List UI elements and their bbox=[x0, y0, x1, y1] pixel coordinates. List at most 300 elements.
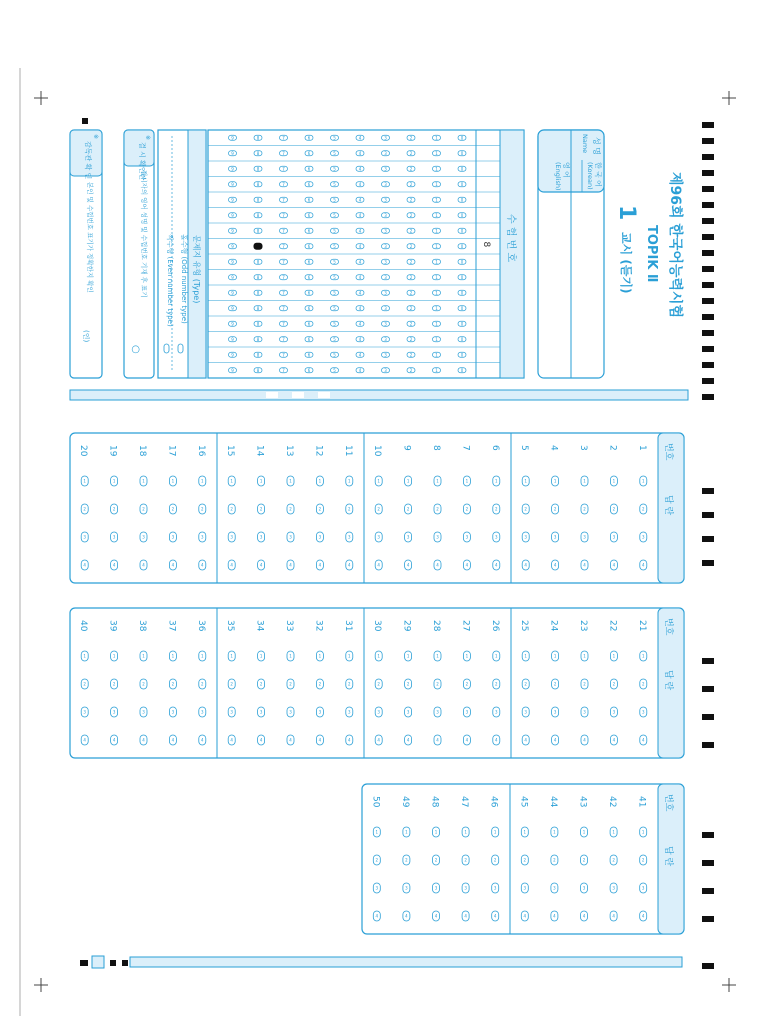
exam-digit-bubble[interactable] bbox=[229, 182, 237, 187]
answer-bubble[interactable] bbox=[258, 532, 265, 542]
answer-bubble[interactable] bbox=[346, 532, 353, 542]
exam-digit-bubble[interactable] bbox=[356, 182, 364, 187]
answer-bubble[interactable] bbox=[551, 883, 558, 893]
answer-bubble[interactable] bbox=[316, 560, 323, 570]
answer-bubble[interactable] bbox=[463, 735, 470, 745]
exam-digit-bubble[interactable] bbox=[433, 275, 441, 280]
answer-bubble[interactable] bbox=[375, 504, 382, 514]
exam-digit-bubble[interactable] bbox=[331, 321, 339, 326]
answer-bubble[interactable] bbox=[581, 651, 588, 661]
answer-bubble[interactable] bbox=[581, 504, 588, 514]
answer-bubble[interactable] bbox=[169, 735, 176, 745]
exam-digit-bubble[interactable] bbox=[382, 290, 390, 295]
answer-bubble[interactable] bbox=[552, 735, 559, 745]
answer-bubble[interactable] bbox=[375, 532, 382, 542]
answer-bubble[interactable] bbox=[552, 532, 559, 542]
answer-bubble[interactable] bbox=[287, 532, 294, 542]
exam-digit-bubble[interactable] bbox=[407, 352, 415, 357]
exam-digit-bubble[interactable] bbox=[229, 166, 237, 171]
answer-bubble[interactable] bbox=[552, 679, 559, 689]
exam-digit-bubble[interactable] bbox=[356, 368, 364, 373]
answer-bubble[interactable] bbox=[434, 651, 441, 661]
answer-bubble[interactable] bbox=[228, 651, 235, 661]
exam-digit-bubble[interactable] bbox=[407, 228, 415, 233]
exam-digit-bubble[interactable] bbox=[305, 197, 313, 202]
exam-digit-bubble[interactable] bbox=[254, 352, 262, 357]
answer-bubble[interactable] bbox=[228, 679, 235, 689]
exam-digit-bubble[interactable] bbox=[433, 213, 441, 218]
answer-bubble[interactable] bbox=[640, 532, 647, 542]
answer-bubble[interactable] bbox=[581, 827, 588, 837]
exam-digit-bubble[interactable] bbox=[382, 182, 390, 187]
exam-digit-bubble[interactable] bbox=[229, 352, 237, 357]
answer-bubble[interactable] bbox=[199, 560, 206, 570]
answer-bubble[interactable] bbox=[462, 911, 469, 921]
exam-digit-bubble[interactable] bbox=[229, 368, 237, 373]
exam-digit-bubble[interactable] bbox=[305, 368, 313, 373]
answer-bubble[interactable] bbox=[522, 707, 529, 717]
exam-digit-bubble[interactable] bbox=[458, 290, 466, 295]
exam-digit-bubble[interactable] bbox=[458, 337, 466, 342]
answer-bubble[interactable] bbox=[493, 532, 500, 542]
answer-bubble[interactable] bbox=[522, 532, 529, 542]
answer-bubble[interactable] bbox=[610, 883, 617, 893]
answer-bubble[interactable] bbox=[405, 532, 412, 542]
exam-digit-bubble[interactable] bbox=[407, 151, 415, 156]
answer-bubble[interactable] bbox=[375, 735, 382, 745]
exam-digit-bubble[interactable] bbox=[254, 166, 262, 171]
answer-bubble[interactable] bbox=[81, 679, 88, 689]
exam-digit-bubble[interactable] bbox=[305, 135, 313, 140]
answer-bubble[interactable] bbox=[640, 504, 647, 514]
answer-bubble[interactable] bbox=[287, 504, 294, 514]
answer-bubble[interactable] bbox=[581, 707, 588, 717]
answer-bubble[interactable] bbox=[403, 855, 410, 865]
exam-digit-bubble[interactable] bbox=[433, 337, 441, 342]
answer-bubble[interactable] bbox=[610, 560, 617, 570]
answer-bubble[interactable] bbox=[521, 883, 528, 893]
exam-digit-bubble[interactable] bbox=[280, 244, 288, 249]
answer-bubble[interactable] bbox=[169, 651, 176, 661]
answer-bubble[interactable] bbox=[169, 476, 176, 486]
answer-bubble[interactable] bbox=[81, 651, 88, 661]
answer-bubble[interactable] bbox=[111, 532, 118, 542]
exam-digit-bubble[interactable] bbox=[382, 166, 390, 171]
answer-bubble[interactable] bbox=[552, 476, 559, 486]
exam-digit-bubble[interactable] bbox=[458, 259, 466, 264]
exam-digit-bubble[interactable] bbox=[458, 182, 466, 187]
answer-bubble[interactable] bbox=[373, 855, 380, 865]
answer-bubble[interactable] bbox=[640, 651, 647, 661]
answer-bubble[interactable] bbox=[434, 735, 441, 745]
exam-digit-bubble[interactable] bbox=[305, 228, 313, 233]
answer-bubble[interactable] bbox=[551, 911, 558, 921]
exam-digit-bubble[interactable] bbox=[305, 306, 313, 311]
answer-bubble[interactable] bbox=[581, 883, 588, 893]
exam-digit-bubble[interactable] bbox=[407, 321, 415, 326]
answer-bubble[interactable] bbox=[258, 476, 265, 486]
answer-bubble[interactable] bbox=[640, 560, 647, 570]
answer-bubble[interactable] bbox=[346, 735, 353, 745]
exam-digit-bubble[interactable] bbox=[305, 151, 313, 156]
answer-bubble[interactable] bbox=[228, 532, 235, 542]
exam-digit-bubble[interactable] bbox=[356, 275, 364, 280]
answer-bubble[interactable] bbox=[552, 504, 559, 514]
exam-digit-bubble[interactable] bbox=[382, 352, 390, 357]
exam-digit-bubble[interactable] bbox=[356, 135, 364, 140]
answer-bubble[interactable] bbox=[552, 560, 559, 570]
exam-digit-bubble[interactable] bbox=[331, 306, 339, 311]
exam-digit-bubble[interactable] bbox=[280, 182, 288, 187]
answer-bubble[interactable] bbox=[462, 883, 469, 893]
answer-bubble[interactable] bbox=[463, 679, 470, 689]
exam-digit-bubble[interactable] bbox=[356, 151, 364, 156]
answer-bubble[interactable] bbox=[111, 476, 118, 486]
answer-bubble[interactable] bbox=[228, 735, 235, 745]
exam-digit-bubble[interactable] bbox=[254, 306, 262, 311]
answer-bubble[interactable] bbox=[199, 532, 206, 542]
exam-digit-bubble[interactable] bbox=[280, 197, 288, 202]
answer-bubble[interactable] bbox=[111, 679, 118, 689]
answer-bubble[interactable] bbox=[81, 504, 88, 514]
answer-bubble[interactable] bbox=[462, 855, 469, 865]
exam-digit-bubble[interactable] bbox=[254, 321, 262, 326]
exam-digit-bubble[interactable] bbox=[331, 352, 339, 357]
exam-digit-bubble[interactable] bbox=[407, 306, 415, 311]
exam-digit-bubble[interactable] bbox=[433, 244, 441, 249]
exam-digit-bubble[interactable] bbox=[356, 306, 364, 311]
answer-bubble[interactable] bbox=[81, 707, 88, 717]
exam-digit-bubble[interactable] bbox=[382, 228, 390, 233]
answer-bubble[interactable] bbox=[199, 504, 206, 514]
exam-digit-bubble[interactable] bbox=[407, 135, 415, 140]
answer-bubble[interactable] bbox=[405, 560, 412, 570]
exam-digit-bubble[interactable] bbox=[382, 368, 390, 373]
answer-bubble[interactable] bbox=[521, 911, 528, 921]
answer-bubble[interactable] bbox=[581, 560, 588, 570]
exam-digit-bubble[interactable] bbox=[458, 166, 466, 171]
exam-digit-bubble[interactable] bbox=[331, 337, 339, 342]
answer-bubble[interactable] bbox=[610, 651, 617, 661]
exam-digit-bubble[interactable] bbox=[280, 321, 288, 326]
answer-bubble[interactable] bbox=[581, 679, 588, 689]
exam-digit-bubble[interactable] bbox=[356, 166, 364, 171]
answer-bubble[interactable] bbox=[493, 560, 500, 570]
exam-digit-bubble[interactable] bbox=[458, 321, 466, 326]
exam-digit-bubble[interactable] bbox=[407, 166, 415, 171]
exam-digit-bubble[interactable] bbox=[433, 228, 441, 233]
exam-digit-bubble[interactable] bbox=[407, 275, 415, 280]
answer-bubble[interactable] bbox=[199, 735, 206, 745]
answer-bubble[interactable] bbox=[258, 735, 265, 745]
answer-bubble[interactable] bbox=[403, 827, 410, 837]
exam-digit-bubble[interactable] bbox=[356, 337, 364, 342]
exam-digit-bubble[interactable] bbox=[280, 337, 288, 342]
exam-digit-bubble[interactable] bbox=[254, 259, 262, 264]
exam-digit-bubble[interactable] bbox=[382, 321, 390, 326]
exam-digit-bubble[interactable] bbox=[356, 228, 364, 233]
answer-bubble[interactable] bbox=[434, 560, 441, 570]
answer-bubble[interactable] bbox=[522, 651, 529, 661]
exam-digit-bubble[interactable] bbox=[458, 151, 466, 156]
exam-digit-bubble[interactable] bbox=[458, 352, 466, 357]
exam-digit-bubble[interactable] bbox=[356, 259, 364, 264]
exam-digit-bubble[interactable] bbox=[305, 321, 313, 326]
answer-bubble[interactable] bbox=[199, 651, 206, 661]
answer-bubble[interactable] bbox=[610, 855, 617, 865]
answer-bubble[interactable] bbox=[434, 476, 441, 486]
exam-digit-bubble[interactable] bbox=[331, 135, 339, 140]
answer-bubble[interactable] bbox=[640, 855, 647, 865]
answer-bubble[interactable] bbox=[111, 504, 118, 514]
answer-bubble[interactable] bbox=[492, 911, 499, 921]
exam-digit-bubble[interactable] bbox=[280, 213, 288, 218]
answer-bubble[interactable] bbox=[199, 679, 206, 689]
answer-bubble[interactable] bbox=[581, 532, 588, 542]
answer-bubble[interactable] bbox=[346, 560, 353, 570]
answer-bubble[interactable] bbox=[433, 911, 440, 921]
answer-bubble[interactable] bbox=[462, 827, 469, 837]
answer-bubble[interactable] bbox=[403, 911, 410, 921]
exam-digit-bubble[interactable] bbox=[229, 275, 237, 280]
answer-bubble[interactable] bbox=[199, 476, 206, 486]
answer-bubble[interactable] bbox=[581, 476, 588, 486]
answer-bubble[interactable] bbox=[169, 504, 176, 514]
exam-digit-bubble[interactable] bbox=[254, 151, 262, 156]
answer-bubble[interactable] bbox=[287, 560, 294, 570]
exam-digit-bubble[interactable] bbox=[229, 213, 237, 218]
answer-bubble[interactable] bbox=[522, 476, 529, 486]
answer-bubble[interactable] bbox=[610, 504, 617, 514]
exam-digit-bubble[interactable] bbox=[254, 182, 262, 187]
exam-digit-bubble[interactable] bbox=[229, 135, 237, 140]
answer-bubble[interactable] bbox=[493, 504, 500, 514]
answer-bubble[interactable] bbox=[140, 707, 147, 717]
answer-bubble[interactable] bbox=[346, 679, 353, 689]
answer-bubble[interactable] bbox=[405, 735, 412, 745]
answer-bubble[interactable] bbox=[405, 651, 412, 661]
answer-bubble[interactable] bbox=[375, 679, 382, 689]
answer-bubble[interactable] bbox=[140, 504, 147, 514]
answer-bubble[interactable] bbox=[433, 855, 440, 865]
answer-bubble[interactable] bbox=[522, 735, 529, 745]
answer-bubble[interactable] bbox=[228, 707, 235, 717]
answer-bubble[interactable] bbox=[287, 679, 294, 689]
exam-digit-bubble[interactable] bbox=[356, 321, 364, 326]
answer-bubble[interactable] bbox=[258, 679, 265, 689]
exam-digit-bubble[interactable] bbox=[229, 290, 237, 295]
answer-bubble[interactable] bbox=[610, 735, 617, 745]
answer-bubble[interactable] bbox=[375, 651, 382, 661]
answer-bubble[interactable] bbox=[403, 883, 410, 893]
exam-digit-bubble[interactable] bbox=[382, 213, 390, 218]
answer-bubble[interactable] bbox=[521, 827, 528, 837]
exam-digit-bubble[interactable] bbox=[407, 259, 415, 264]
answer-bubble[interactable] bbox=[610, 679, 617, 689]
exam-digit-bubble[interactable] bbox=[331, 244, 339, 249]
answer-bubble[interactable] bbox=[581, 855, 588, 865]
exam-digit-bubble[interactable] bbox=[229, 321, 237, 326]
answer-bubble[interactable] bbox=[140, 532, 147, 542]
answer-bubble[interactable] bbox=[640, 476, 647, 486]
exam-digit-bubble[interactable] bbox=[305, 352, 313, 357]
exam-digit-bubble[interactable] bbox=[254, 228, 262, 233]
answer-bubble[interactable] bbox=[81, 735, 88, 745]
exam-digit-bubble[interactable] bbox=[229, 244, 237, 249]
answer-bubble[interactable] bbox=[111, 560, 118, 570]
exam-digit-bubble[interactable] bbox=[458, 197, 466, 202]
answer-bubble[interactable] bbox=[493, 679, 500, 689]
answer-bubble[interactable] bbox=[140, 651, 147, 661]
exam-digit-bubble[interactable] bbox=[229, 197, 237, 202]
exam-digit-bubble[interactable] bbox=[305, 337, 313, 342]
answer-bubble[interactable] bbox=[610, 532, 617, 542]
exam-digit-bubble[interactable] bbox=[407, 213, 415, 218]
answer-bubble[interactable] bbox=[228, 504, 235, 514]
exam-digit-bubble[interactable] bbox=[280, 306, 288, 311]
exam-digit-bubble[interactable] bbox=[331, 275, 339, 280]
answer-bubble[interactable] bbox=[228, 560, 235, 570]
answer-bubble[interactable] bbox=[493, 707, 500, 717]
answer-bubble[interactable] bbox=[640, 911, 647, 921]
answer-bubble[interactable] bbox=[405, 707, 412, 717]
exam-marked-bubble[interactable] bbox=[254, 243, 263, 250]
exam-digit-bubble[interactable] bbox=[331, 151, 339, 156]
exam-digit-bubble[interactable] bbox=[280, 290, 288, 295]
exam-digit-bubble[interactable] bbox=[407, 368, 415, 373]
answer-bubble[interactable] bbox=[463, 560, 470, 570]
answer-bubble[interactable] bbox=[169, 532, 176, 542]
answer-bubble[interactable] bbox=[522, 679, 529, 689]
answer-bubble[interactable] bbox=[287, 735, 294, 745]
exam-digit-bubble[interactable] bbox=[407, 182, 415, 187]
answer-bubble[interactable] bbox=[551, 827, 558, 837]
answer-bubble[interactable] bbox=[316, 679, 323, 689]
answer-bubble[interactable] bbox=[492, 827, 499, 837]
answer-bubble[interactable] bbox=[316, 735, 323, 745]
answer-bubble[interactable] bbox=[610, 911, 617, 921]
answer-bubble[interactable] bbox=[463, 476, 470, 486]
exam-digit-bubble[interactable] bbox=[331, 213, 339, 218]
answer-bubble[interactable] bbox=[581, 735, 588, 745]
answer-bubble[interactable] bbox=[434, 504, 441, 514]
exam-digit-bubble[interactable] bbox=[433, 352, 441, 357]
exam-digit-bubble[interactable] bbox=[433, 259, 441, 264]
answer-bubble[interactable] bbox=[346, 476, 353, 486]
answer-bubble[interactable] bbox=[640, 707, 647, 717]
answer-bubble[interactable] bbox=[81, 560, 88, 570]
exam-digit-bubble[interactable] bbox=[305, 213, 313, 218]
answer-bubble[interactable] bbox=[346, 504, 353, 514]
answer-bubble[interactable] bbox=[434, 707, 441, 717]
exam-digit-bubble[interactable] bbox=[458, 244, 466, 249]
answer-bubble[interactable] bbox=[140, 735, 147, 745]
exam-digit-bubble[interactable] bbox=[382, 306, 390, 311]
exam-digit-bubble[interactable] bbox=[229, 228, 237, 233]
answer-bubble[interactable] bbox=[316, 532, 323, 542]
answer-bubble[interactable] bbox=[140, 476, 147, 486]
exam-digit-bubble[interactable] bbox=[407, 290, 415, 295]
answer-bubble[interactable] bbox=[552, 651, 559, 661]
exam-digit-bubble[interactable] bbox=[229, 337, 237, 342]
answer-bubble[interactable] bbox=[551, 855, 558, 865]
answer-bubble[interactable] bbox=[316, 504, 323, 514]
exam-digit-bubble[interactable] bbox=[280, 275, 288, 280]
exam-digit-bubble[interactable] bbox=[229, 306, 237, 311]
exam-digit-bubble[interactable] bbox=[382, 275, 390, 280]
answer-bubble[interactable] bbox=[258, 504, 265, 514]
exam-digit-bubble[interactable] bbox=[280, 228, 288, 233]
exam-digit-bubble[interactable] bbox=[407, 244, 415, 249]
type-even-bubble[interactable] bbox=[164, 344, 169, 353]
exam-digit-bubble[interactable] bbox=[331, 182, 339, 187]
answer-bubble[interactable] bbox=[463, 532, 470, 542]
answer-bubble[interactable] bbox=[316, 476, 323, 486]
exam-digit-bubble[interactable] bbox=[331, 197, 339, 202]
exam-digit-bubble[interactable] bbox=[433, 151, 441, 156]
answer-bubble[interactable] bbox=[610, 827, 617, 837]
answer-bubble[interactable] bbox=[111, 651, 118, 661]
exam-digit-bubble[interactable] bbox=[433, 135, 441, 140]
answer-bubble[interactable] bbox=[375, 707, 382, 717]
exam-digit-bubble[interactable] bbox=[433, 182, 441, 187]
exam-digit-bubble[interactable] bbox=[356, 197, 364, 202]
answer-bubble[interactable] bbox=[434, 532, 441, 542]
answer-bubble[interactable] bbox=[492, 883, 499, 893]
exam-digit-bubble[interactable] bbox=[382, 337, 390, 342]
answer-bubble[interactable] bbox=[81, 532, 88, 542]
exam-digit-bubble[interactable] bbox=[331, 228, 339, 233]
answer-bubble[interactable] bbox=[522, 504, 529, 514]
exam-digit-bubble[interactable] bbox=[458, 135, 466, 140]
exam-digit-bubble[interactable] bbox=[280, 368, 288, 373]
answer-bubble[interactable] bbox=[492, 855, 499, 865]
exam-digit-bubble[interactable] bbox=[458, 275, 466, 280]
answer-bubble[interactable] bbox=[463, 651, 470, 661]
answer-bubble[interactable] bbox=[316, 651, 323, 661]
answer-bubble[interactable] bbox=[433, 827, 440, 837]
exam-digit-bubble[interactable] bbox=[433, 290, 441, 295]
exam-digit-bubble[interactable] bbox=[280, 166, 288, 171]
answer-bubble[interactable] bbox=[463, 707, 470, 717]
answer-bubble[interactable] bbox=[373, 883, 380, 893]
answer-bubble[interactable] bbox=[346, 707, 353, 717]
answer-bubble[interactable] bbox=[375, 476, 382, 486]
exam-digit-bubble[interactable] bbox=[433, 197, 441, 202]
answer-bubble[interactable] bbox=[640, 679, 647, 689]
exam-digit-bubble[interactable] bbox=[305, 244, 313, 249]
answer-bubble[interactable] bbox=[346, 651, 353, 661]
answer-bubble[interactable] bbox=[640, 883, 647, 893]
exam-digit-bubble[interactable] bbox=[280, 135, 288, 140]
answer-bubble[interactable] bbox=[405, 679, 412, 689]
type-odd-bubble[interactable] bbox=[178, 344, 183, 353]
exam-digit-bubble[interactable] bbox=[458, 213, 466, 218]
answer-bubble[interactable] bbox=[140, 560, 147, 570]
answer-bubble[interactable] bbox=[493, 476, 500, 486]
exam-digit-bubble[interactable] bbox=[382, 197, 390, 202]
exam-digit-bubble[interactable] bbox=[433, 321, 441, 326]
answer-bubble[interactable] bbox=[640, 735, 647, 745]
exam-digit-bubble[interactable] bbox=[254, 275, 262, 280]
answer-bubble[interactable] bbox=[111, 735, 118, 745]
exam-digit-bubble[interactable] bbox=[356, 290, 364, 295]
answer-bubble[interactable] bbox=[463, 504, 470, 514]
answer-bubble[interactable] bbox=[169, 679, 176, 689]
answer-bubble[interactable] bbox=[405, 476, 412, 486]
exam-digit-bubble[interactable] bbox=[331, 368, 339, 373]
answer-bubble[interactable] bbox=[521, 855, 528, 865]
